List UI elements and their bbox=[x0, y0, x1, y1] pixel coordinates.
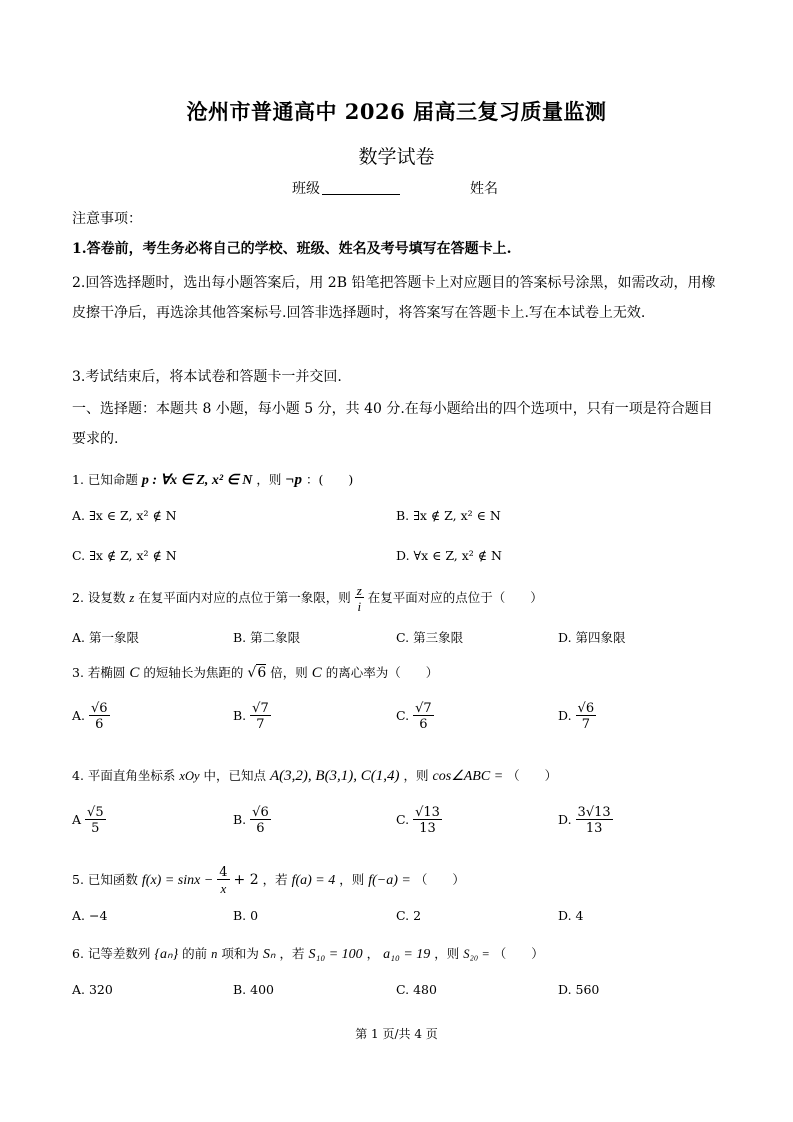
q3-d-den: 7 bbox=[581, 717, 590, 732]
q4-c-label: C. bbox=[396, 812, 410, 827]
q3-stem-b: 的短轴长为焦距的 bbox=[143, 665, 244, 680]
q4-stem-c: ，则 bbox=[403, 768, 429, 783]
q3-sqrt6-value: 6 bbox=[257, 665, 267, 681]
q1-option-b: B. ∃x ∉ Z, x² ∈ N bbox=[396, 508, 501, 523]
q2-option-a: A. 第一象限 bbox=[72, 630, 139, 645]
q1-option-c: C. ∃x ∉ Z, x² ∉ N bbox=[72, 548, 177, 563]
class-label: 班级 bbox=[292, 181, 320, 197]
q4-cos: cos∠ABC = bbox=[432, 769, 504, 784]
class-field bbox=[292, 178, 400, 198]
q6-option-a: A. 320 bbox=[72, 982, 113, 997]
q6-stem-d: ，若 bbox=[279, 946, 305, 961]
q5-ask: f(−a) = bbox=[368, 873, 411, 888]
q1-option-d: D. ∀x ∈ Z, x² ∉ N bbox=[396, 548, 502, 563]
page-footer: 第 1 页/共 4 页 bbox=[355, 1027, 438, 1041]
q3-c: C bbox=[129, 665, 140, 681]
q3-c-num: 7 bbox=[423, 701, 432, 716]
q3-d-label: D. bbox=[558, 708, 572, 723]
question-5-stem bbox=[72, 866, 465, 895]
q2-stem-c: 在复平面对应的点位于（ ） bbox=[367, 590, 543, 605]
q5-option-b: B. 0 bbox=[233, 908, 259, 923]
question-6-stem bbox=[72, 944, 544, 963]
question-4-stem bbox=[72, 766, 557, 785]
q6-option-b: B. 400 bbox=[233, 982, 274, 997]
q4-xoy: xOy bbox=[179, 769, 200, 783]
q3-b-den: 7 bbox=[256, 717, 265, 732]
q4-c-den: 13 bbox=[419, 821, 436, 836]
q5-f-tail: + 2 bbox=[233, 872, 259, 888]
q1-stem-a: 1. 已知命题 bbox=[72, 472, 138, 487]
q1-option-a: A. ∃x ∈ Z, x² ∉ N bbox=[72, 508, 177, 523]
q4-stem-d: （ ） bbox=[507, 768, 558, 783]
q4-d-coef: 3 bbox=[577, 805, 586, 820]
name-label: 姓名 bbox=[470, 181, 498, 197]
q3-d-num: 6 bbox=[585, 701, 595, 716]
q6-cond1: S₁₀ = 100 bbox=[308, 947, 363, 962]
q4-b-den: 6 bbox=[256, 821, 265, 836]
note-3: 3.考试结束后，将本试卷和答题卡一并交回. bbox=[72, 369, 342, 385]
q5-cond: f(a) = 4 bbox=[291, 873, 336, 888]
q6-seq: {aₙ} bbox=[154, 947, 179, 962]
q4-stem-a: 4. 平面直角坐标系 bbox=[72, 768, 176, 783]
q3-stem-c: 倍，则 bbox=[270, 665, 308, 680]
note-1: 1.答卷前，考生务必将自己的学校、班级、姓名及考号填写在答题卡上. bbox=[72, 241, 512, 257]
q4-option-a: A $\frac{√5}{5}$ bbox=[72, 805, 104, 836]
q5-option-c: C. 2 bbox=[396, 908, 422, 923]
q4-stem-b: 中，已知点 bbox=[203, 768, 267, 783]
q4-b-num: 6 bbox=[260, 805, 269, 820]
q4-a-num: 5 bbox=[95, 805, 104, 820]
q3-stem-a: 3. 若椭圆 bbox=[72, 665, 126, 680]
q2-option-c: C. 第三象限 bbox=[396, 630, 464, 645]
q4-option-d: D. $\frac{3√13}{13}$ bbox=[558, 805, 611, 836]
class-blank bbox=[322, 180, 400, 195]
q6-option-d: D. 560 bbox=[558, 982, 600, 997]
question-2-stem bbox=[72, 584, 543, 613]
q4-d-num: 13 bbox=[594, 805, 611, 820]
note-2: 2.回答选择题时，选出每小题答案后，用 2B 铅笔把答题卡上对应题目的答案标号涂黑，如需改动，用橡皮擦干净后，再选涂其他答案标号.回答非选择题时，将答案写在答题卡上.写在本试卷上无效. bbox=[72, 275, 716, 321]
question-3-stem bbox=[72, 663, 438, 682]
q5-fraction bbox=[217, 866, 229, 895]
notes-heading: 注意事项： bbox=[72, 211, 142, 227]
q3-option-b: B. $\frac{√7}{7}$ bbox=[233, 701, 269, 732]
q6-n: n bbox=[211, 947, 218, 961]
q5-stem-d: （ ） bbox=[414, 872, 465, 887]
section-1-heading: 一、选择题：本题共 8 小题，每小题 5 分，共 40 分.在每小题给出的四个选项中，只有一项是符合题目要求的. bbox=[72, 401, 713, 447]
q4-b-label: B. bbox=[233, 812, 247, 827]
q4-points: A(3,2), B(3,1), C(1,4) bbox=[270, 768, 400, 784]
q4-a-label: A bbox=[72, 812, 82, 827]
q6-option-c: C. 480 bbox=[396, 982, 437, 997]
q2-stem-a: 2. 设复数 bbox=[72, 590, 126, 605]
q3-stem-d: 的离心率为（ ） bbox=[325, 665, 439, 680]
q4-option-c: C. $\frac{√13}{13}$ bbox=[396, 805, 440, 836]
q4-d-label: D. bbox=[558, 812, 572, 827]
q4-option-b: B. $\frac{√6}{6}$ bbox=[233, 805, 269, 836]
q2-z: z bbox=[129, 591, 135, 605]
q6-stem-f: ，则 bbox=[434, 946, 460, 961]
q5-stem-b: ，若 bbox=[262, 872, 288, 887]
q3-b-label: B. bbox=[233, 708, 247, 723]
q3-option-d: D. $\frac{√6}{7}$ bbox=[558, 701, 595, 732]
q3-c-den: 6 bbox=[419, 717, 428, 732]
q6-cond2: a₁₀ = 19 bbox=[383, 947, 431, 962]
q3-b-num: 7 bbox=[260, 701, 269, 716]
page-subtitle: 数学试卷 bbox=[358, 146, 435, 168]
q2-stem-b: 在复平面内对应的点位于第一象限，则 bbox=[138, 590, 351, 605]
q6-ask: S₂₀ = bbox=[463, 947, 490, 961]
q5-stem-a: 5. 已知函数 bbox=[72, 872, 138, 887]
q2-fraction bbox=[355, 584, 364, 613]
q3-a-num: 6 bbox=[99, 701, 108, 716]
page-title: 沧州市普通高中 2026 届高三复习质量监测 bbox=[186, 99, 607, 124]
q3-a-den: 6 bbox=[95, 717, 104, 732]
q4-d-den: 13 bbox=[585, 821, 603, 836]
q5-option-d: D. 4 bbox=[558, 908, 584, 923]
q3-option-c: C. $\frac{√7}{6}$ bbox=[396, 701, 432, 732]
q5-frac-num: 4 bbox=[219, 865, 228, 880]
q6-stem-e: ， bbox=[366, 946, 380, 961]
q1-stem-c: ：( ) bbox=[305, 472, 354, 487]
q6-stem-b: 的前 bbox=[182, 946, 208, 961]
question-1-stem bbox=[72, 470, 353, 489]
q5-f-def: f(x) = sinx − bbox=[141, 873, 214, 888]
q5-option-a: A. −4 bbox=[72, 908, 108, 923]
q6-stem-g: （ ） bbox=[493, 946, 544, 961]
q6-stem-a: 6. 记等差数列 bbox=[72, 946, 151, 961]
q1-proposition: p : ∀x ∈ Z, x² ∈ N bbox=[141, 473, 253, 488]
q2-option-b: B. 第二象限 bbox=[233, 630, 301, 645]
q6-stem-c: 项和为 bbox=[221, 946, 259, 961]
q1-stem-b: ，则 bbox=[256, 472, 282, 487]
q2-frac-num: z bbox=[356, 583, 362, 598]
q3-c-label: C. bbox=[396, 708, 410, 723]
q5-stem-c: ，则 bbox=[339, 872, 365, 887]
q4-a-den: 5 bbox=[91, 821, 100, 836]
q3-a-label: A. bbox=[72, 708, 86, 723]
q6-sn: Sₙ bbox=[262, 947, 276, 962]
q3-sqrt-6: √6 bbox=[247, 665, 267, 681]
q2-frac-den: i bbox=[357, 599, 362, 614]
q3-c-2: C bbox=[311, 665, 322, 681]
q3-option-a: A. $\frac{√6}{6}$ bbox=[72, 701, 108, 732]
q1-negation: ¬p bbox=[285, 472, 302, 488]
q5-frac-den: x bbox=[220, 881, 227, 896]
q4-c-num: 13 bbox=[423, 805, 440, 820]
q2-option-d: D. 第四象限 bbox=[558, 630, 626, 645]
